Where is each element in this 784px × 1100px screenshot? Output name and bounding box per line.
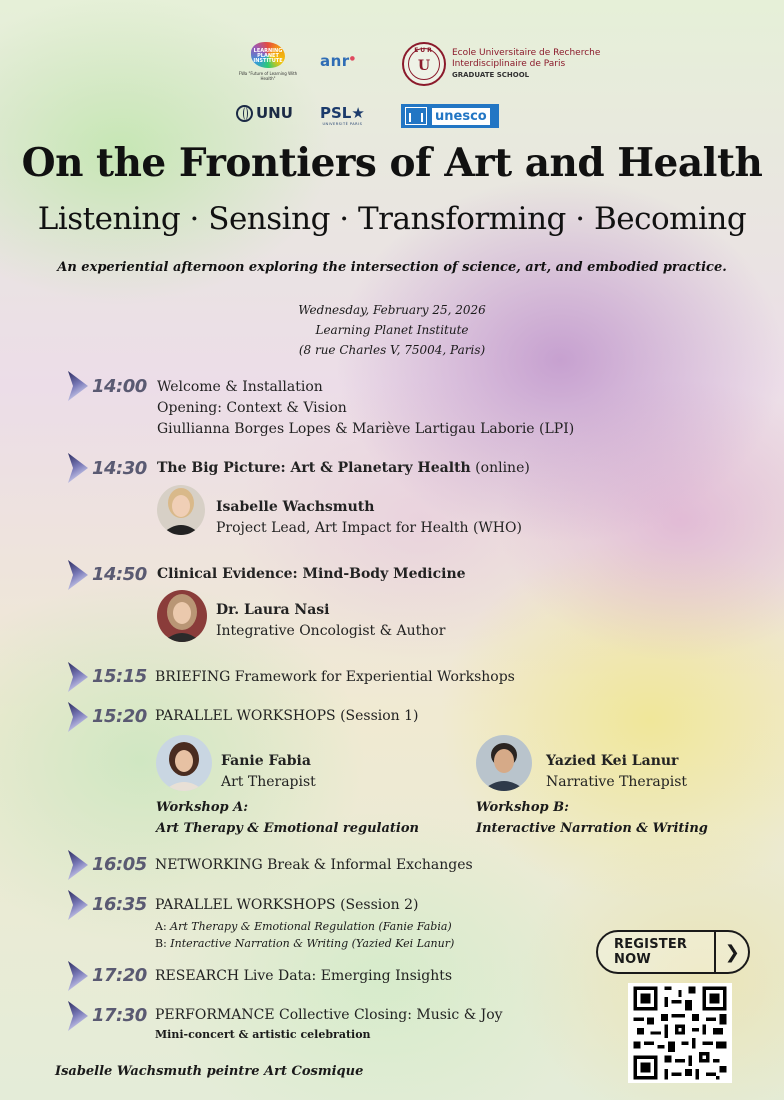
item-1430-title-line [157, 458, 530, 479]
item-1730-sub: Mini-concert & artistic celebration [155, 1028, 371, 1041]
item-1430-title: The Big Picture: Art & Planetary Health [157, 460, 471, 476]
item-1450-speaker-block [216, 600, 445, 642]
eur-line2: Interdisciplinaire de Paris [452, 58, 566, 69]
workshop-b-label: Workshop B: [476, 800, 569, 815]
arrow-icon [66, 451, 90, 485]
workshop-a-label: Workshop A: [156, 800, 249, 815]
unu-text: UNU [256, 104, 293, 122]
event-date: Wednesday, February 25, 2026 [298, 303, 486, 317]
registration-qr-code[interactable] [628, 983, 732, 1083]
item-1720: RESEARCH Live Data: Emerging Insights [155, 968, 453, 984]
role-yazied: Narrative Therapist [546, 774, 688, 790]
workshop-b-title: Interactive Narration & Writing [476, 821, 708, 836]
role-fanie: Art Therapist [221, 774, 316, 790]
speaker-laura: Dr. Laura Nasi [216, 602, 330, 618]
session2-b-text: Interactive Narration & Writing (Yazied Kei Lanur) [170, 937, 455, 950]
time-1730: 17:30 [92, 1005, 147, 1026]
speaker-yazied: Yazied Kei Lanur [546, 753, 679, 769]
session2-a [155, 918, 452, 936]
time-1520: 15:20 [92, 706, 147, 727]
item-1400-line1: Welcome & Installation [157, 379, 323, 395]
psl-subtext: UNIVERSITÉ PARIS [322, 122, 363, 126]
eur-seal-text: EUR [414, 47, 434, 54]
lpi-mark [251, 42, 285, 68]
item-1400-line2: Opening: Context & Vision [157, 400, 347, 416]
lpi-mark-text: LEARNING PLANET INSTITUTE [253, 48, 283, 64]
event-date-venue [0, 300, 784, 360]
anr-logo: anr● [320, 52, 356, 70]
event-venue: Learning Planet Institute [315, 323, 469, 337]
item-1430-suffix: (online) [470, 460, 530, 476]
item-1605: NETWORKING Break & Informal Exchanges [155, 857, 473, 873]
unesco-temple-icon [405, 107, 427, 125]
eur-line3: GRADUATE SCHOOL [452, 70, 530, 79]
event-title: On the Frontiers of Art and Health [21, 140, 763, 186]
time-1450: 14:50 [92, 564, 147, 585]
item-1400-line3: Giullianna Borges Lopes & Mariève Lartigau Laborie (LPI) [157, 421, 575, 437]
anr-text: anr [320, 52, 350, 70]
session2-a-prefix: A: [155, 920, 171, 933]
learning-planet-institute-logo [236, 42, 300, 81]
time-1515: 15:15 [92, 666, 147, 687]
item-1430-speaker-block [216, 497, 522, 539]
arrow-icon [66, 848, 90, 882]
time-1400: 14:00 [92, 376, 147, 397]
eur-seal-icon: EUR U [402, 42, 446, 86]
item-1450-title: Clinical Evidence: Mind-Body Medicine [157, 566, 466, 582]
un-globe-icon [236, 105, 253, 122]
speaker-isabelle: Isabelle Wachsmuth [216, 499, 375, 515]
time-1430: 14:30 [92, 458, 147, 479]
item-1515: BRIEFING Framework for Experiential Workshops [155, 669, 515, 685]
avatar-isabelle [157, 485, 205, 535]
artwork-credit: Isabelle Wachsmuth peintre Art Cosmique [55, 1064, 364, 1079]
psl-text: PSL★ [320, 104, 365, 122]
eur-line1: Ecole Universitaire de Recherche [452, 47, 601, 58]
arrow-icon [66, 660, 90, 694]
item-1400 [157, 377, 574, 440]
role-laura: Integrative Oncologist & Author [216, 623, 446, 639]
unesco-text: unesco [432, 108, 490, 125]
arrow-icon [66, 888, 90, 922]
arrow-icon [66, 999, 90, 1033]
workshop-a-speaker-block [221, 751, 316, 793]
workshop-a-title: Art Therapy & Emotional regulation [156, 821, 419, 836]
lpi-subtitle: FWa "Future of Learning With Health" [238, 71, 298, 81]
session2-b-prefix: B: [155, 937, 171, 950]
item-1635: PARALLEL WORKSHOPS (Session 2) [155, 897, 419, 913]
time-1720: 17:20 [92, 965, 147, 986]
arrow-icon [66, 558, 90, 592]
event-address: (8 rue Charles V, 75004, Paris) [298, 343, 486, 357]
register-now-label: REGISTER NOW [614, 937, 688, 967]
event-tagline: An experiential afternoon exploring the intersection of science, art, and embodied practice. [57, 260, 727, 275]
session2-a-text: Art Therapy & Emotional Regulation (Fanie Fabia) [170, 920, 452, 933]
avatar-fanie [156, 735, 212, 791]
workshop-b [476, 797, 708, 839]
arrow-icon [66, 369, 90, 403]
time-1635: 16:35 [92, 894, 147, 915]
avatar-yazied [476, 735, 532, 791]
event-subtitle: Listening · Sensing · Transforming · Becoming [37, 201, 747, 237]
arrow-icon [66, 700, 90, 734]
item-1520: PARALLEL WORKSHOPS (Session 1) [155, 708, 419, 724]
session2-b [155, 935, 454, 953]
register-now-button[interactable] [596, 930, 750, 974]
workshop-a [156, 797, 419, 839]
unu-logo [236, 104, 293, 122]
psl-logo [320, 104, 365, 126]
unesco-logo [401, 104, 499, 128]
chevron-right-icon: ❯ [714, 932, 748, 972]
avatar-laura [157, 590, 207, 642]
workshop-b-speaker-block [546, 751, 687, 793]
arrow-icon [66, 959, 90, 993]
role-isabelle: Project Lead, Art Impact for Health (WHO) [216, 520, 522, 536]
time-1605: 16:05 [92, 854, 147, 875]
item-1730: PERFORMANCE Collective Closing: Music & Joy [155, 1007, 503, 1023]
speaker-fanie: Fanie Fabia [221, 753, 311, 769]
eur-logo [402, 42, 600, 86]
